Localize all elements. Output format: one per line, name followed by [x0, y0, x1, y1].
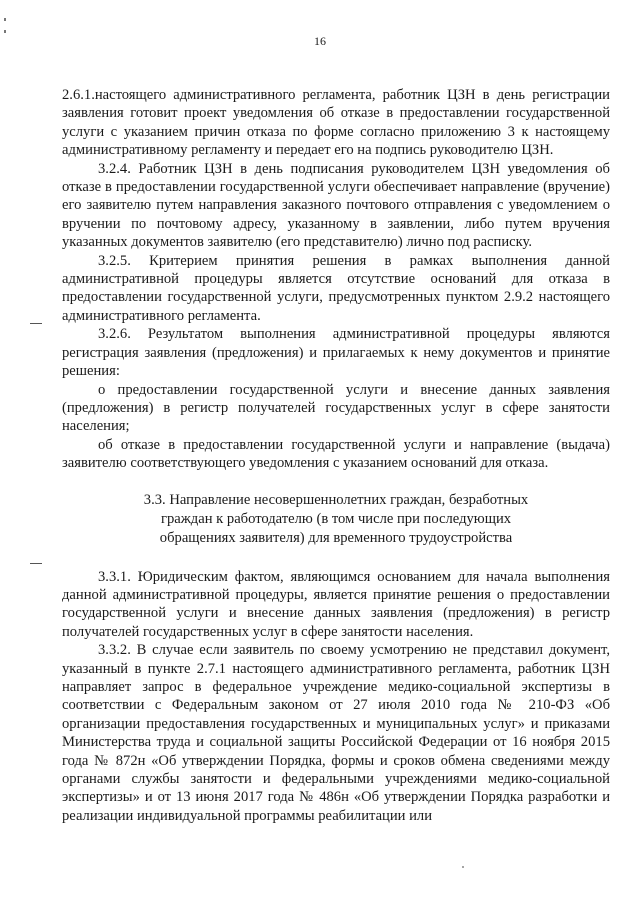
document-body: [62, 86, 610, 825]
section-heading-line: 3.3. Направление несовершеннолетних граждан, безработных: [143, 491, 529, 508]
paragraph: об отказе в предоставлении государственной услуги и направление (выдача) заявителю соответствующего уведомления с указанием оснований для отказа.: [62, 436, 610, 472]
margin-mark: [30, 563, 42, 564]
scan-mark: [4, 30, 6, 33]
paragraph: 3.3.1. Юридическим фактом, являющимся основанием для начала выполнения данной административной процедуры, является принятие решения о предоставлении государственной услуги и внесение данных заявления (предложения) в регистр получателей государственных услуг в сфере занятости населения.: [62, 568, 610, 640]
paragraph: 3.2.6. Результатом выполнения административной процедуры являются регистрация заявления (предложения) и прилагаемых к нему документов и принятие решения:: [62, 326, 610, 380]
page-number: 16: [314, 34, 326, 48]
paragraph: 3.2.4. Работник ЦЗН в день подписания руководителем ЦЗН уведомления об отказе в предоставлении государственной услуги обеспечивает направление (вручение) его заявителю путем направления заказного почтового отправления с уведомлением о вручении по почтовому адресу, указанному в заявлении, либо путем вручения указанных документов заявителю (его представителю) лично под расписку.: [62, 160, 610, 251]
paragraph: 3.2.5. Критерием принятия решения в рамках выполнения данной административной процедуры является отсутствие оснований для отказа в предоставлении государственной услуги, предусмотренных пунктом 2.9.2 настоящего административного регламента.: [62, 252, 610, 324]
section-heading-line: граждан к работодателю (в том числе при последующих: [160, 510, 512, 527]
scan-mark: [4, 18, 6, 21]
margin-mark: [30, 323, 42, 324]
section-heading: [62, 491, 610, 548]
paragraph: 3.3.2. В случае если заявитель по своему усмотрению не представил документ, указанный в пункте 2.7.1 настоящего административного регламента, работник ЦЗН направляет запрос в федеральное учреждение медико-социальной экспертизы в соответствии с Федеральным законом от 27 июля 2010 года № 210-ФЗ «Об организации предоставления государственных и муниципальных услуг» и приказами Министерства труда и социальной защиты Российской Федерации от 16 ноября 2015 года № 872н «Об утверждении Порядка, формы и сроков обмена сведениями между органами службы занятости и федеральными учреждениями медико-социальной экспертизы» и от 13 июня 2017 года № 486н «Об утверждении Порядка разработки и реализации индивидуальной программы реабилитации или: [62, 642, 610, 824]
paragraph: 2.6.1.настоящего административного регламента, работник ЦЗН в день регистрации заявления готовит проект уведомления об отказе в предоставлении государственной услуги с указанием причин отказа по форме согласно приложению 3 к настоящему административному регламенту и передает его на подпись руководителю ЦЗН.: [62, 87, 610, 159]
paragraph: о предоставлении государственной услуги и внесение данных заявления (предложения) в регистр получателей государственных услуг в сфере занятости населения;: [62, 381, 610, 435]
scan-dot: [462, 866, 464, 868]
section-heading-line: обращениях заявителя) для временного трудоустройства: [159, 529, 513, 546]
